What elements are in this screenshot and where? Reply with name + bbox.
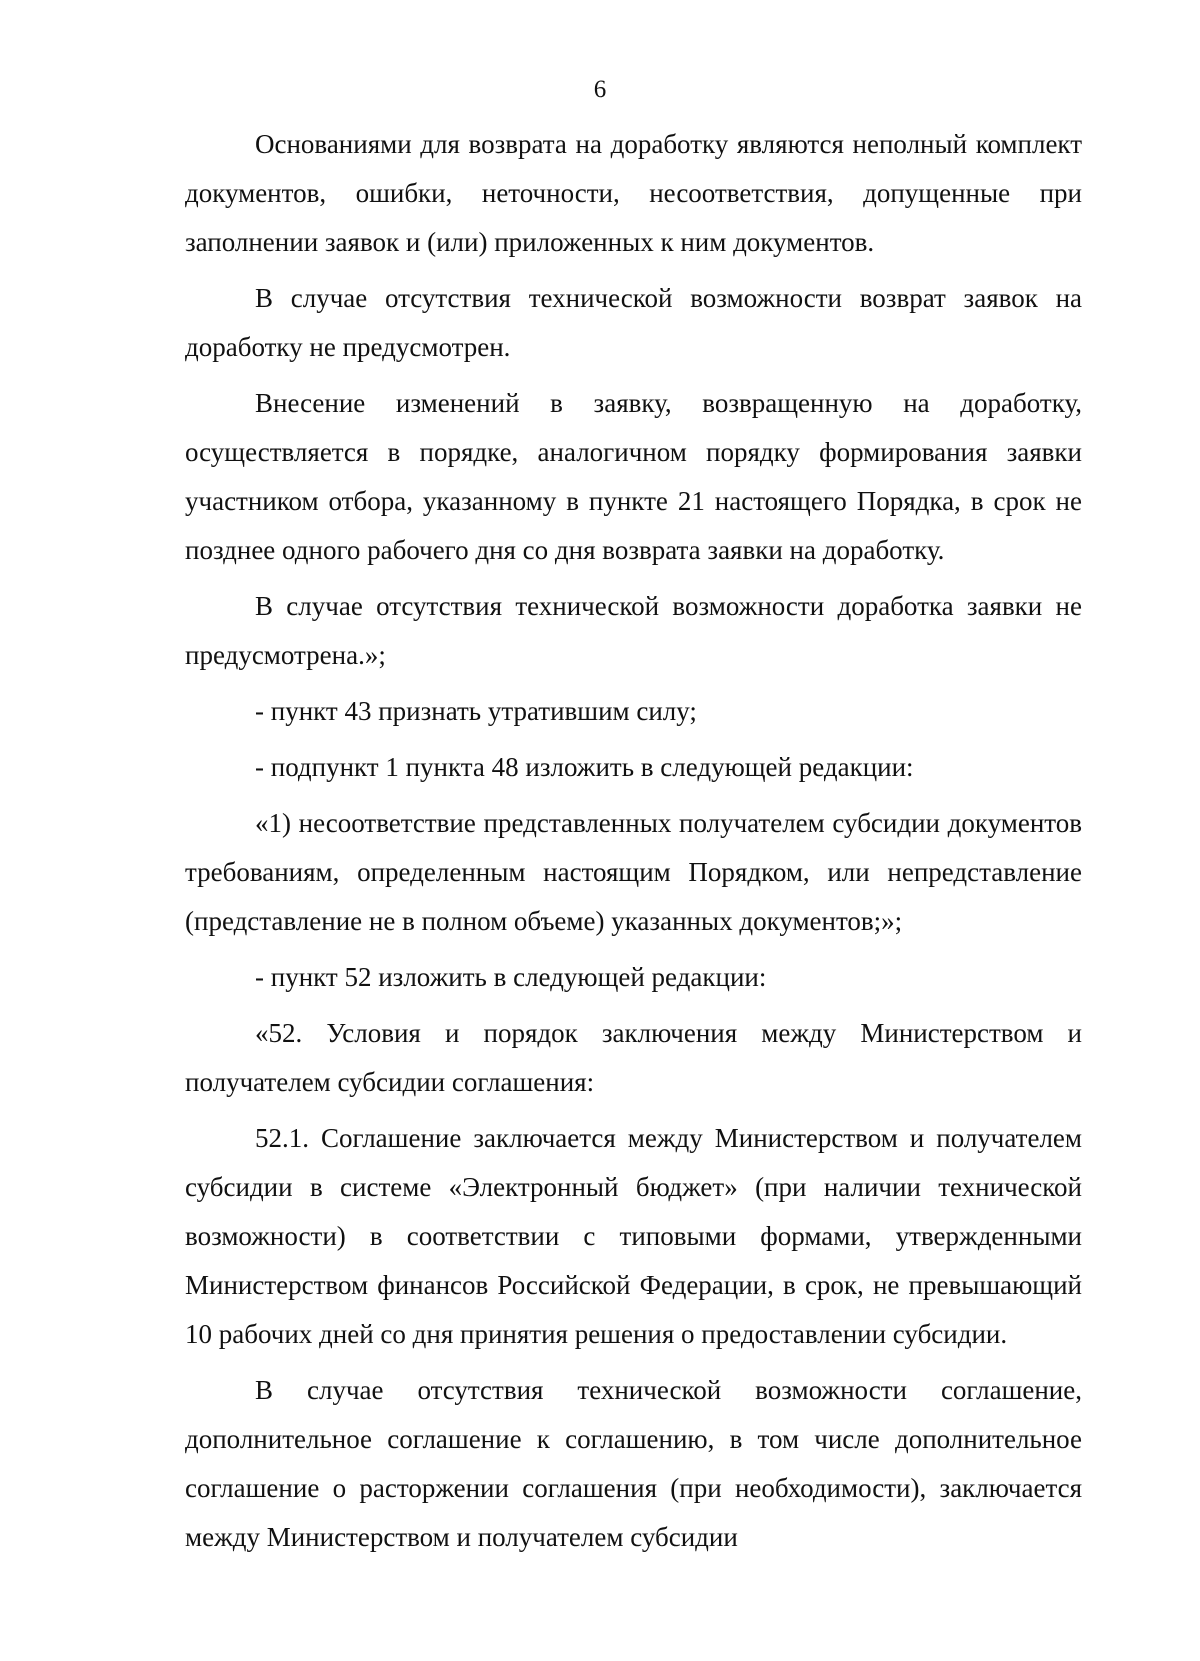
paragraph-52-1: 52.1. Соглашение заключается между Министерством и получателем субсидии в системе «Электронный бюджет» (при наличии технической возможности) в соответствии с типовыми формами, утвержденными Министерством финансов Российской Федерации, в срок, не превышающий 10 рабочих дней со дня принятия решения о предоставлении субсидии. [185, 1123, 1082, 1349]
paragraph-item-43: - пункт 43 признать утратившим силу; [255, 696, 697, 726]
paragraph-no-tech: В случае отсутствия технической возможности соглашение, дополнительное соглашение к соглашению, в том числе дополнительное соглашение о расторжении соглашения (при необходимости), заключается между Министерством и получателем субсидии [185, 1375, 1082, 1552]
paragraph-item-52: - пункт 52 изложить в следующей редакции: [255, 962, 767, 992]
document-body [185, 120, 1082, 1569]
page-number: 6 [593, 76, 607, 103]
paragraph-52-heading: «52. Условия и порядок заключения между Министерством и получателем субсидии соглашения: [185, 1018, 1082, 1097]
paragraph-no-revision: В случае отсутствия технической возможности доработка заявки не предусмотрена.»; [185, 591, 1082, 670]
paragraph-return-grounds: Основаниями для возврата на доработку являются неполный комплект документов, ошибки, неточности, несоответствия, допущенные при заполнении заявок и (или) приложенных к ним документов. [185, 129, 1082, 257]
paragraph-subitem-1: «1) несоответствие представленных получателем субсидии документов требованиям, определенным настоящим Порядком, или непредставление (представление не в полном объеме) указанных документов;»; [185, 808, 1082, 936]
paragraph-changes: Внесение изменений в заявку, возвращенную на доработку, осуществляется в порядке, аналогичном порядку формирования заявки участником отбора, указанному в пункте 21 настоящего Порядка, в срок не позднее одного рабочего дня со дня возврата заявки на доработку. [185, 388, 1082, 565]
paragraph-no-return: В случае отсутствия технической возможности возврат заявок на доработку не предусмотрен. [185, 283, 1082, 362]
paragraph-item-48: - подпункт 1 пункта 48 изложить в следующей редакции: [255, 752, 914, 782]
